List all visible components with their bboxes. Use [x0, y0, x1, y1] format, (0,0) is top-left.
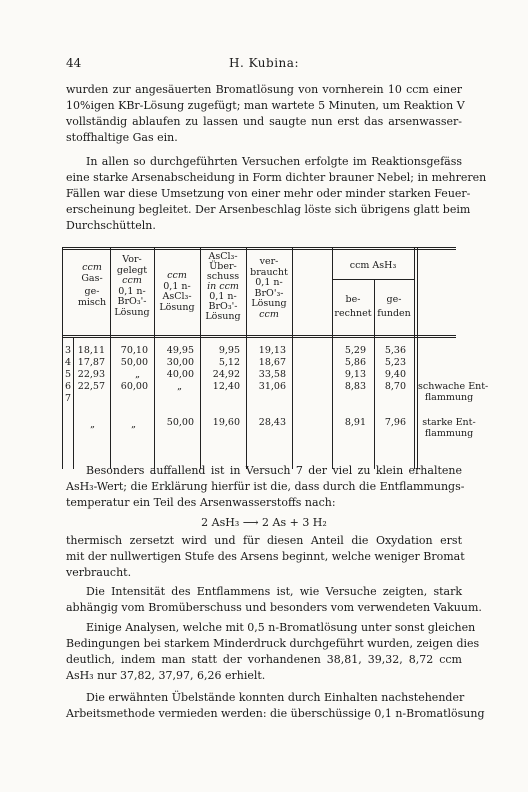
cell-gefunden: 8,70 — [384, 381, 406, 392]
header-line: AsCl₃- — [208, 251, 238, 262]
cell-ueberschuss: 5,12 — [218, 357, 240, 368]
table-rule-top — [62, 247, 456, 248]
text-line: stoffhaltige Gas ein. — [66, 131, 178, 144]
cell-gefunden: 5,36 — [384, 345, 406, 356]
cell-verbraucht: 31,06 — [258, 381, 286, 392]
table-rule-header — [62, 335, 456, 336]
cell-vorgelegt: 70,10 — [120, 345, 148, 356]
paragraph-4 — [66, 533, 465, 581]
cell-gefunden: 7,96 — [384, 417, 406, 428]
page-number: 44 — [66, 56, 82, 70]
reaction-equation: 2 AsH₃ ⟶ 2 As + 3 H₂ — [201, 516, 327, 529]
text-line: Die erwähnten Übelstände konnten durch Einhalten nachstehender — [86, 691, 465, 704]
header-line: gelegt — [116, 264, 148, 276]
paragraph-6 — [66, 620, 480, 684]
header-line: Lösung — [205, 311, 241, 322]
row-number: 4 — [64, 357, 72, 368]
paragraph-2 — [66, 154, 487, 234]
text-line: deutlich, indem man statt der vorhandenen 38,81, 39,32, 8,72 ccm — [66, 653, 462, 666]
cell-ueberschuss: 9,95 — [218, 345, 240, 356]
text-line: AsH₃ nur 37,82, 37,97, 6,26 erhielt. — [66, 669, 266, 682]
text-line: temperatur ein Teil des Arsenwasserstoffs nach: — [66, 496, 336, 509]
header-line: ccm — [259, 308, 279, 320]
header-line: 0,1 n- — [255, 277, 283, 288]
table-col-rule — [292, 247, 293, 469]
text-line: In allen so durchgeführten Versuchen erfolgte im Reaktionsgefäss — [86, 155, 462, 168]
text-line: abhängig vom Bromüberschuss und besonders vom verwendeten Vakuum. — [66, 601, 482, 614]
text-line: Arbeitsmethode vermieden werden: die überschüssige 0,1 n-Bromatlösung — [66, 707, 485, 720]
cell-berechnet: 5,86 — [344, 357, 366, 368]
header-line: braucht — [250, 266, 288, 278]
cell-vorgelegt: 50,00 — [120, 357, 148, 368]
cell-berechnet: 9,13 — [344, 369, 366, 380]
text-line: Die Intensität des Entflammens ist, wie Versuche zeigten, stark — [86, 585, 462, 598]
table-rule-header-double — [62, 337, 456, 338]
header-line: schuss — [206, 271, 240, 282]
header-line: Lösung — [251, 298, 287, 309]
header-line: be- — [345, 294, 361, 305]
header-line: in ccm — [207, 281, 239, 292]
remark-line: starke Ent- — [422, 417, 476, 428]
text-line: Besonders auffallend ist in Versuch 7 der viel zu klein erhaltene — [86, 464, 462, 477]
cell-gas: „ — [90, 419, 95, 430]
header-line: funden — [377, 307, 411, 319]
table-col-rule — [414, 247, 415, 469]
col-header-verbraucht — [246, 257, 292, 320]
paragraph-5 — [66, 584, 482, 616]
cell-ascl3: „ — [177, 381, 182, 392]
cell-vorgelegt: „ — [135, 369, 140, 380]
table-rule-top-double — [62, 249, 456, 250]
cell-gefunden: 5,23 — [384, 357, 406, 368]
text-line: mit der nullwertigen Stufe des Arsens beginnt, welche weniger Bromat — [66, 550, 465, 563]
results-table — [62, 247, 489, 469]
cell-gas: 22,93 — [77, 369, 105, 380]
cell-verbraucht: 33,58 — [258, 369, 286, 380]
cell-ueberschuss: 19,60 — [212, 417, 240, 428]
cell-berechnet: 5,29 — [344, 345, 366, 356]
text-line: thermisch zersetzt wird und für diesen Anteil die Oxydation erst — [66, 534, 462, 547]
cell-ueberschuss: 24,92 — [212, 369, 240, 380]
text-line: eine starke Arsenabscheidung in Form dichter brauner Nebel; in mehreren — [66, 171, 487, 184]
cell-ueberschuss: 12,40 — [212, 381, 240, 392]
text-line: 10%igen KBr-Lösung zugefügt; man wartete 5 Minuten, um Reaktion V — [66, 99, 465, 112]
header-line: ge- — [386, 294, 402, 305]
col-header-vorgelegt — [110, 255, 154, 318]
header-line: BrO₃'- — [117, 296, 147, 307]
text-line: Durchschütteln. — [66, 219, 156, 232]
cell-verbraucht: 28,43 — [258, 417, 286, 428]
row-number: 6 — [64, 381, 72, 392]
cell-gas: 22,57 — [77, 381, 105, 392]
remark-line: schwache Ent- — [418, 381, 489, 392]
header-line: 0,1 n- — [163, 280, 191, 292]
header-line: BrO'₃- — [254, 287, 284, 299]
header-line: BrO₃'- — [208, 301, 238, 312]
col-header-berechnet — [332, 295, 374, 319]
header-line: Über- — [209, 261, 237, 272]
header-line: ver- — [259, 256, 279, 267]
header-line: Vor- — [122, 254, 142, 265]
row-number: 5 — [64, 369, 72, 380]
cell-berechnet: 8,91 — [344, 417, 366, 428]
col-header-ash3-group: ccm AsH₃ — [349, 260, 397, 271]
cell-gas: 18,11 — [77, 345, 105, 356]
remark-line: flammung — [424, 428, 474, 439]
col-header-ascl3 — [154, 271, 200, 313]
header-line: ge- — [84, 286, 100, 297]
paragraph-7 — [66, 690, 485, 722]
running-head: H. Kubina: — [229, 56, 299, 70]
header-line: ccm — [122, 275, 142, 286]
col-header-gefunden — [374, 295, 414, 319]
header-line: 0,1 n- — [209, 291, 237, 302]
text-line: wurden zur angesäuerten Bromatlösung von vornherein 10 ccm einer — [66, 83, 462, 96]
header-line: Lösung — [159, 301, 195, 313]
cell-ascl3: 30,00 — [166, 357, 194, 368]
text-line: Fällen war diese Umsetzung von einer mehr oder minder starken Feuer- — [66, 187, 471, 200]
row-number: 3 — [64, 345, 72, 356]
header-line: rechnet — [334, 307, 372, 319]
paragraph-1 — [66, 82, 465, 146]
header-line: AsCl₃- — [162, 291, 192, 302]
col-header-gas — [73, 263, 111, 308]
cell-remark — [418, 381, 489, 403]
text-line: verbraucht. — [66, 566, 132, 579]
cell-verbraucht: 19,13 — [258, 345, 286, 356]
cell-berechnet: 8,83 — [344, 381, 366, 392]
cell-verbraucht: 18,67 — [258, 357, 286, 368]
header-line: misch — [77, 296, 107, 308]
text-line: vollständig ablaufen zu lassen und saugte nun erst das arsenwasser- — [66, 115, 462, 128]
text-line: Bedingungen bei starkem Minderdruck durchgeführt wurden, zeigen dies — [66, 637, 480, 650]
header-line: Gas- — [81, 272, 103, 284]
remark-line: flammung — [424, 392, 474, 403]
cell-gefunden: 9,40 — [384, 369, 406, 380]
cell-vorgelegt: „ — [131, 419, 136, 430]
cell-gas: 17,87 — [77, 357, 105, 368]
cell-ascl3: 50,00 — [166, 417, 194, 428]
header-line: 0,1 n- — [118, 285, 146, 297]
col-header-ueberschuss — [200, 252, 246, 322]
header-line: Lösung — [114, 306, 150, 318]
header-line: ccm — [167, 270, 187, 281]
cell-ascl3: 49,95 — [166, 345, 194, 356]
cell-vorgelegt: 60,00 — [120, 381, 148, 392]
row-number: 7 — [64, 393, 72, 404]
cell-ascl3: 40,00 — [166, 369, 194, 380]
table-col-rule — [62, 247, 63, 469]
paragraph-3 — [66, 463, 465, 511]
text-line: Einige Analysen, welche mit 0,5 n-Bromatlösung unter sonst gleichen — [86, 621, 476, 634]
cell-remark — [418, 417, 480, 439]
text-line: AsH₃-Wert; die Erklärung hierfür ist die, dass durch die Entflammungs- — [66, 480, 465, 493]
text-line: erscheinung begleitet. Der Arsenbeschlag löste sich übrigens glatt beim — [66, 203, 471, 216]
table-rule-ash3-group — [332, 279, 414, 280]
page-header — [66, 56, 462, 70]
header-line: ccm — [82, 262, 102, 273]
